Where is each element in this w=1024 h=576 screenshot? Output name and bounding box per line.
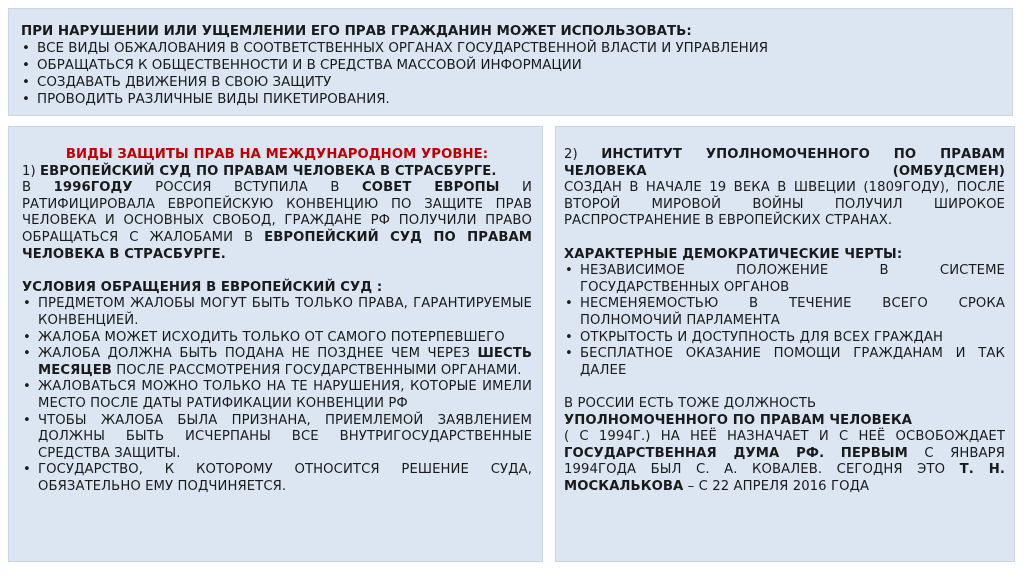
ombudsman-paragraph: СОЗДАН В НАЧАЛЕ 19 ВЕКА В ШВЕЦИИ (1809ГОДУ), ПОСЛЕ ВТОРОЙ МИРОВОЙ ВОЙНЫ ПОЛУЧИЛ ШИРОКОЕ РАСПРОСТРАНЕНИЕ В ЕВРОПЕЙСКИХ СТРАНАХ. [564, 180, 1005, 229]
bullet-icon: • [22, 58, 30, 73]
bullet-icon: • [565, 296, 573, 312]
bullet-icon: • [23, 329, 31, 345]
list-item: • ЧТОБЫ ЖАЛОБА БЫЛА ПРИЗНАНА, ПРИЕМЛЕМОЙ ЗАЯВЛЕНИЕМ ДОЛЖНЫ БЫТЬ ИСЧЕРПАНЫ ВСЕ ВНУТРИГОСУДАРСТВЕННЫЕ СРЕДСТВА ЗАЩИТЫ. [23, 412, 532, 461]
echr-heading: 1) ЕВРОПЕЙСКИЙ СУД ПО ПРАВАМ ЧЕЛОВЕКА В СТРАСБУРГЕ. [22, 163, 497, 179]
bullet-icon: • [23, 412, 31, 428]
bullet-icon: • [565, 263, 573, 279]
echr-paragraph: В 1996ГОДУ РОССИЯ ВСТУПИЛА В СОВЕТ ЕВРОПЫ И РАТИФИЦИРОВАЛА ЕВРОПЕЙСКУЮ КОНВЕНЦИЮ ПО ЗАЩИТЕ ПРАВ ЧЕЛОВЕКА И ОСНОВНЫХ СВОБОД, ГРАЖДАНЕ РФ ПОЛУЧИЛИ ПРАВО ОБРАЩАТЬСЯ С ЖАЛОБАМИ В ЕВРОПЕЙСКИЙ СУД ПО ПРАВАМ ЧЕЛОВЕКА В СТРАСБУРГЕ. [22, 180, 532, 262]
list-item: • НЕСМЕНЯЕМОСТЬЮ В ТЕЧЕНИЕ ВСЕГО СРОКА ПОЛНОМОЧИЙ ПАРЛАМЕНТА [565, 296, 1005, 328]
list-item: • ЖАЛОВАТЬСЯ МОЖНО ТОЛЬКО НА ТЕ НАРУШЕНИЯ, КОТОРЫЕ ИМЕЛИ МЕСТО ПОСЛЕ ДАТЫ РАТИФИКАЦИИ КОНВЕНЦИИ РФ [23, 379, 532, 411]
list-item: • ОБРАЩАТЬСЯ К ОБЩЕСТВЕННОСТИ И В СРЕДСТВА МАССОВОЙ ИНФОРМАЦИИ [22, 58, 582, 73]
list-item: • ВСЕ ВИДЫ ОБЖАЛОВАНИЯ В СООТВЕТСТВЕННЫХ ОРГАНАХ ГОСУДАРСТВЕННОЙ ВЛАСТИ И УПРАВЛЕНИЯ [22, 41, 769, 56]
left-panel [8, 126, 543, 562]
top-list [21, 40, 1002, 108]
bullet-icon: • [565, 329, 573, 345]
international-protection-title: ВИДЫ ЗАЩИТЫ ПРАВ НА МЕЖДУНАРОДНОМ УРОВНЕ: [65, 147, 489, 162]
bullet-icon: • [22, 75, 30, 90]
features-title: ХАРАКТЕРНЫЕ ДЕМОКРАТИЧЕСКИЕ ЧЕРТЫ: [564, 246, 903, 262]
list-item: • СОЗДАВАТЬ ДВИЖЕНИЯ В СВОЮ ЗАЩИТУ [22, 75, 332, 90]
list-item: • ЖАЛОБА МОЖЕТ ИСХОДИТЬ ТОЛЬКО ОТ САМОГО ПОТЕРПЕВШЕГО [23, 329, 505, 345]
top-panel [8, 8, 1013, 116]
bullet-icon: • [22, 41, 30, 56]
bullet-icon: • [23, 462, 31, 478]
list-item: • БЕСПЛАТНОЕ ОКАЗАНИЕ ПОМОЩИ ГРАЖДАНАМ И ТАК ДАЛЕЕ [565, 346, 1005, 378]
bullet-icon: • [23, 296, 31, 312]
list-item: • ПРЕДМЕТОМ ЖАЛОБЫ МОГУТ БЫТЬ ТОЛЬКО ПРАВА, ГАРАНТИРУЕМЫЕ КОНВЕНЦИЕЙ. [23, 296, 532, 328]
bullet-icon: • [23, 379, 31, 395]
conditions-title: УСЛОВИЯ ОБРАЩЕНИЯ В ЕВРОПЕЙСКИЙ СУД : [22, 279, 383, 295]
bullet-icon: • [22, 92, 30, 107]
conditions-list [22, 296, 532, 495]
list-item: • ОТКРЫТОСТЬ И ДОСТУПНОСТЬ ДЛЯ ВСЕХ ГРАЖДАН [565, 329, 944, 345]
top-heading: ПРИ НАРУШЕНИИ ИЛИ УЩЕМЛЕНИИ ЕГО ПРАВ ГРАЖДАНИН МОЖЕТ ИСПОЛЬЗОВАТЬ: [21, 24, 692, 39]
russia-ombudsman-intro: В РОССИИ ЕСТЬ ТОЖЕ ДОЛЖНОСТЬ [564, 395, 817, 411]
russia-ombudsman-title: УПОЛНОМОЧЕННОГО ПО ПРАВАМ ЧЕЛОВЕКА [564, 412, 913, 428]
list-item: • ГОСУДАРСТВО, К КОТОРОМУ ОТНОСИТСЯ РЕШЕНИЕ СУДА, ОБЯЗАТЕЛЬНО ЕМУ ПОДЧИНЯЕТСЯ. [23, 462, 532, 494]
bullet-icon: • [565, 346, 573, 362]
list-item: • НЕЗАВИСИМОЕ ПОЛОЖЕНИЕ В СИСТЕМЕ ГОСУДАРСТВЕННЫХ ОРГАНОВ [565, 263, 1005, 295]
right-panel [555, 126, 1015, 562]
features-list [564, 263, 1005, 379]
list-item: • ПРОВОДИТЬ РАЗЛИЧНЫЕ ВИДЫ ПИКЕТИРОВАНИЯ. [22, 92, 390, 107]
russia-ombudsman-paragraph: ( С 1994Г.) НА НЕЁ НАЗНАЧАЕТ И С НЕЁ ОСВОБОЖДАЕТ ГОСУДАРСТВЕННАЯ ДУМА РФ. ПЕРВЫМ С ЯНВАРЯ 1994ГОДА БЫЛ С. А. КОВАЛЕВ. СЕГОДНЯ ЭТО Т. Н. МОСКАЛЬКОВА – С 22 АПРЕЛЯ 2016 ГОДА [564, 429, 1005, 494]
list-item: • ЖАЛОБА ДОЛЖНА БЫТЬ ПОДАНА НЕ ПОЗДНЕЕ ЧЕМ ЧЕРЕЗ ШЕСТЬ МЕСЯЦЕВ ПОСЛЕ РАССМОТРЕНИЯ ГОСУДАРСТВЕННЫМИ ОРГАНАМИ. [23, 346, 533, 378]
bullet-icon: • [23, 346, 31, 362]
ombudsman-heading: 2) ИНСТИТУТ УПОЛНОМОЧЕННОГО ПО ПРАВАМ ЧЕЛОВЕКА (ОМБУДСМЕН) [564, 147, 1006, 179]
